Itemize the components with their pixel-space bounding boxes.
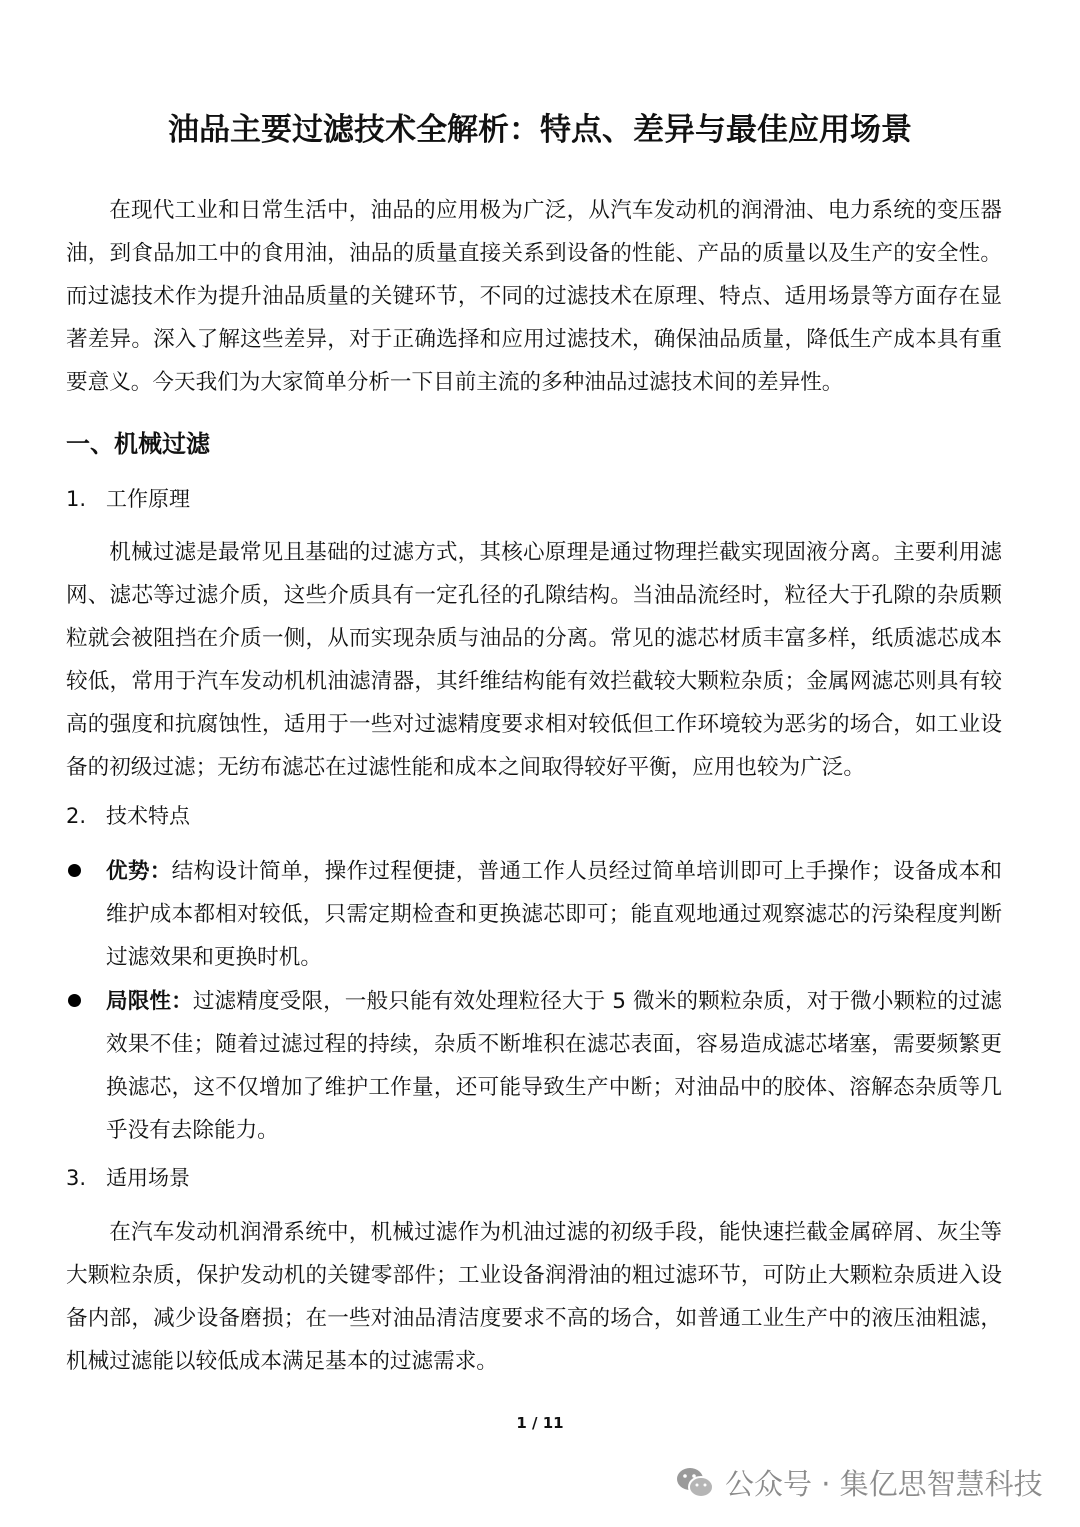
list-number: 2.	[66, 804, 87, 828]
subheading-working-principle	[66, 479, 190, 519]
list-number: 1.	[66, 487, 87, 511]
subheading-label: 工作原理	[106, 487, 190, 511]
section-heading-mechanical-filtration: 一、机械过滤	[66, 430, 210, 458]
bullet-label: 优势：	[106, 859, 172, 884]
subheading-label: 适用场景	[106, 1166, 190, 1190]
subheading-application-scenarios	[66, 1158, 190, 1198]
bullet-label: 局限性：	[106, 989, 193, 1014]
bullet-advantages	[66, 850, 1002, 979]
bullet-text: 过滤精度受限，一般只能有效处理粒径大于 5 微米的颗粒杂质，对于微小颗粒的过滤效果不佳；随着过滤过程的持续，杂质不断堆积在滤芯表面，容易造成滤芯堵塞，需要频繁更换滤芯，这不仅增加了维护工作量，还可能导致生产中断；对油品中的胶体、溶解态杂质等几乎没有去除能力。	[106, 989, 1002, 1143]
page-number: 1 / 11	[516, 1414, 564, 1432]
watermark-text: 公众号 · 集亿思智慧科技	[725, 1467, 1043, 1501]
intro-paragraph: 在现代工业和日常生活中，油品的应用极为广泛，从汽车发动机的润滑油、电力系统的变压器油，到食品加工中的食用油，油品的质量直接关系到设备的性能、产品的质量以及生产的安全性。而过滤技术作为提升油品质量的关键环节，不同的过滤技术在原理、特点、适用场景等方面存在显著差异。深入了解这些差异，对于正确选择和应用过滤技术，确保油品质量，降低生产成本具有重要意义。今天我们为大家简单分析一下目前主流的多种油品过滤技术间的差异性。	[66, 198, 1002, 395]
scenarios-paragraph: 在汽车发动机润滑系统中，机械过滤作为机油过滤的初级手段，能快速拦截金属碎屑、灰尘等大颗粒杂质，保护发动机的关键零部件；工业设备润滑油的粗过滤环节，可防止大颗粒杂质进入设备内部，减少设备磨损；在一些对油品清洁度要求不高的场合，如普通工业生产中的液压油粗滤，机械过滤能以较低成本满足基本的过滤需求。	[66, 1220, 1002, 1374]
wechat-icon	[675, 1465, 715, 1501]
principle-paragraph: 机械过滤是最常见且基础的过滤方式，其核心原理是通过物理拦截实现固液分离。主要利用滤网、滤芯等过滤介质，这些介质具有一定孔径的孔隙结构。当油品流经时，粒径大于孔隙的杂质颗粒就会被阻挡在介质一侧，从而实现杂质与油品的分离。常见的滤芯材质丰富多样，纸质滤芯成本较低，常用于汽车发动机机油滤清器，其纤维结构能有效拦截较大颗粒杂质；金属网滤芯则具有较高的强度和抗腐蚀性，适用于一些对过滤精度要求相对较低但工作环境较为恶劣的场合，如工业设备的初级过滤；无纺布滤芯在过滤性能和成本之间取得较好平衡，应用也较为广泛。	[66, 540, 1002, 780]
watermark	[675, 1462, 1043, 1503]
document-title: 油品主要过滤技术全解析：特点、差异与最佳应用场景	[168, 112, 912, 148]
bullet-text: 结构设计简单，操作过程便捷，普通工作人员经过简单培训即可上手操作；设备成本和维护成本都相对较低，只需定期检查和更换滤芯即可；能直观地通过观察滤芯的污染程度判断过滤效果和更换时机。	[106, 859, 1002, 970]
subheading-technical-features	[66, 796, 190, 836]
bullet-icon	[68, 864, 81, 877]
bullet-icon	[68, 994, 81, 1007]
subheading-label: 技术特点	[106, 804, 190, 828]
bullet-limitations	[66, 980, 1002, 1152]
list-number: 3.	[66, 1166, 87, 1190]
